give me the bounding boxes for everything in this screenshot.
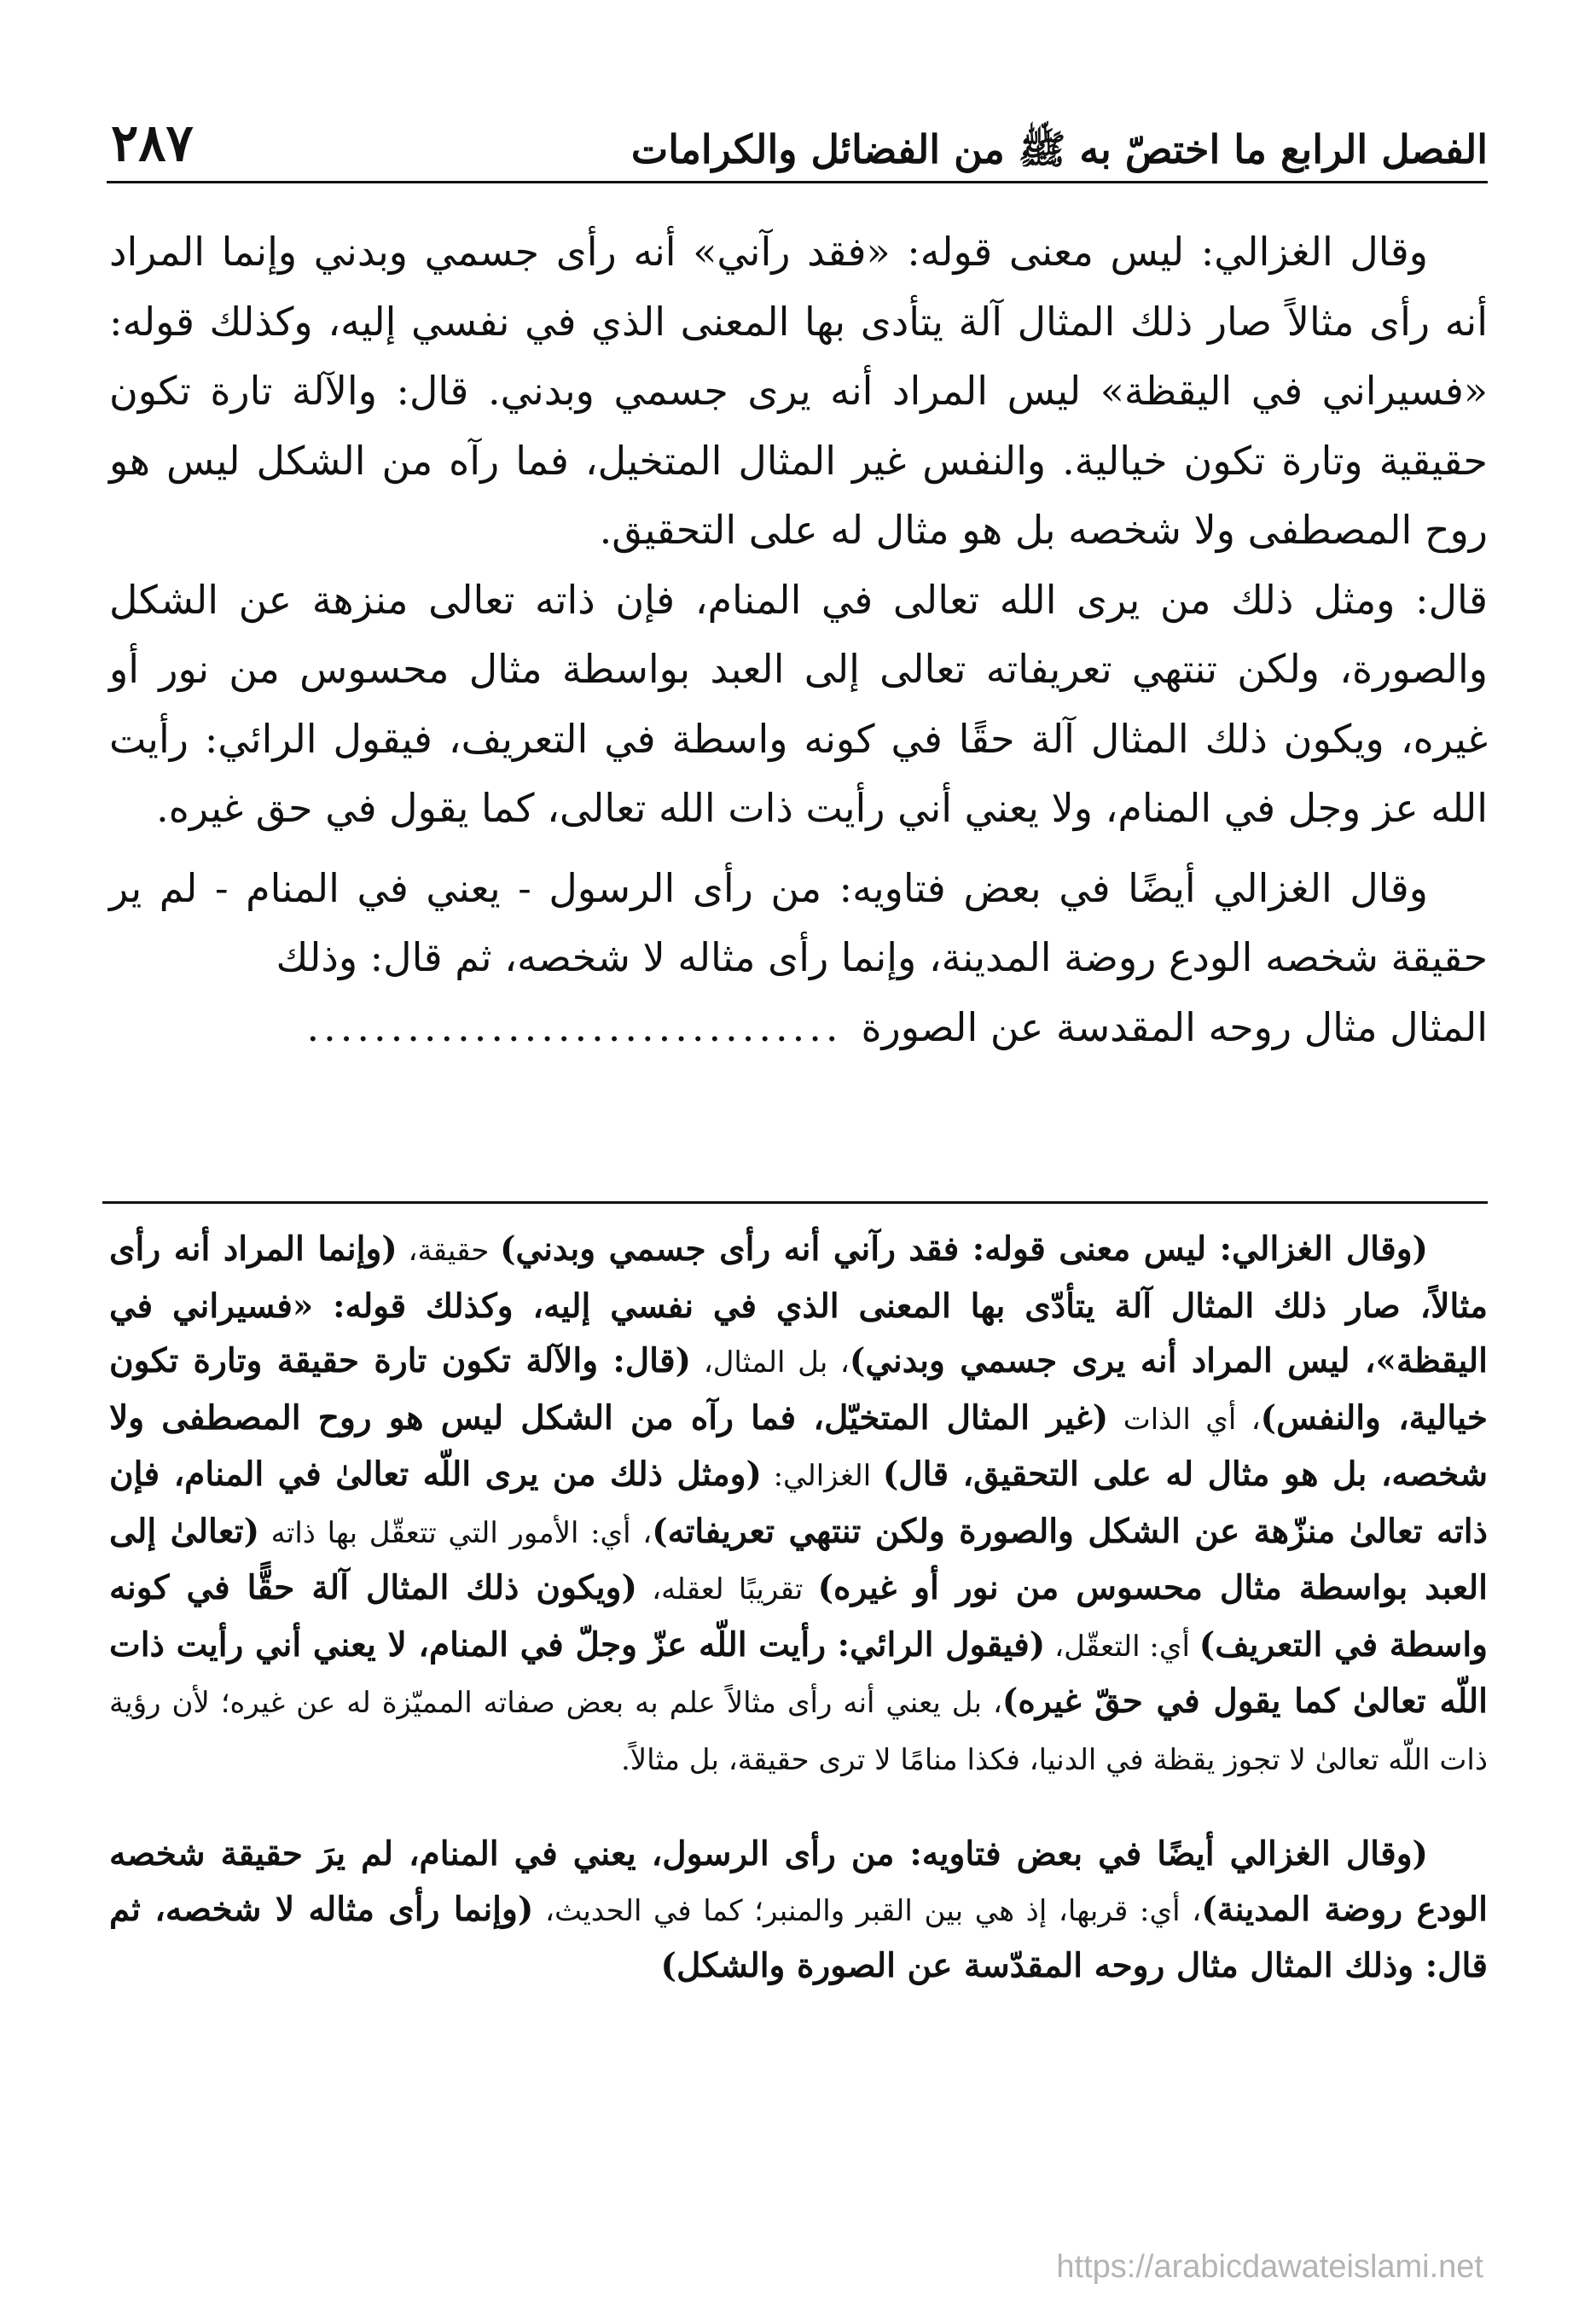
page-number: ٢٨٧ <box>111 113 194 173</box>
explanation-text: ، بل يعني أنه رأى مثالاً علم به بعض صفاته المميّزة له عن غيره؛ لأن رؤية ذات اللّه تعالىٰ لا تجوز يقظة في الدنيا، فكذا منامًا لا ترى حقيقة، بل مثالاً. <box>109 1686 1488 1777</box>
continuation-dots: ................................ <box>306 1003 843 1050</box>
commentary-paragraph <box>109 1827 1488 1994</box>
quoted-text: (غير المثال المتخيّل، فما رآه من الشكل ليس هو روح المصطفى ولا شخصه، بل هو مثال له على التحقيق، قال) <box>109 1397 1488 1494</box>
quoted-text: (وقال الغزالي: ليس معنى قوله: فقد رآني أنه رأى جسمي وبدني) <box>500 1229 1428 1269</box>
commentary-paragraph <box>109 1222 1488 1787</box>
quoted-text: (ومثل ذلك من يرى اللّه تعالىٰ في المنام، فإن ذاته تعالىٰ منزّهة عن الشكل والصورة ولكن تنتهي تعريفاته) <box>109 1455 1488 1551</box>
footnote-divider <box>102 1201 1488 1204</box>
quoted-text: (وإنما المراد أنه رأى مثالاً، صار ذلك المثال آلة يتأدّى بها المعنى الذي في نفسي إليه، وكذلك قوله: «فسيراني في اليقظة»، ليس المراد أنه يرى جسمي وبدني) <box>109 1229 1489 1380</box>
explanation-text: ، أي: الأمور التي تتعقّل بها ذاته <box>259 1515 653 1550</box>
main-paragraph: وقال الغزالي أيضًا في بعض فتاويه: من رأى الرسول - يعني في المنام - لم ير حقيقة شخصه الودع روضة المدينة، وإنما رأى مثاله لا شخصه، ثم قال: وذلك <box>109 864 1488 980</box>
commentary-text <box>109 1222 1488 1994</box>
explanation-text: تقريبًا لعقله، <box>636 1572 818 1606</box>
main-paragraph: وقال الغزالي: ليس معنى قوله: «فقد رآني» أنه رأى جسمي وبدني وإنما المراد أنه رأى مثالاً صار ذلك المثال آلة يتأدى بها المعنى الذي في نفسي إليه، وكذلك قوله: «فسيراني في اليقظة» ليس المراد أنه يرى جسمي وبدني. قال: والآلة تارة تكون حقيقية وتارة تكون خيالية. والنفس غير المثال المتخيل، فما رآه من الشكل ليس هو روح المصطفى ولا شخصه بل هو مثال له على التحقيق. <box>109 229 1488 553</box>
quoted-text: (فيقول الرائي: رأيت اللّه عزّ وجلّ في المنام، لا يعني أني رأيت ذات اللّه تعالىٰ كما يقول في حقّ غيره) <box>109 1624 1488 1721</box>
chapter-title: الفصل الرابع ما اختصّ به ﷺ من الفضائل والكرامات <box>630 126 1488 172</box>
quoted-text: (وإنما رأى مثاله لا شخصه، ثم قال: وذلك المثال مثال روحه المقدّسة عن الصورة والشكل) <box>109 1889 1488 1985</box>
quoted-text: (تعالىٰ إلى العبد بواسطة مثال محسوس من نور أو غيره) <box>109 1511 1488 1607</box>
quoted-text: (ويكون ذلك المثال آلة حقًّا في كونه واسطة في التعريف) <box>109 1568 1488 1665</box>
explanation-text: ، بل المثال، <box>691 1345 850 1380</box>
explanation-text: الغزالي: <box>761 1459 883 1493</box>
quoted-text: (قال: والآلة تكون تارة حقيقة وتارة تكون خيالية، والنفس) <box>109 1341 1488 1438</box>
explanation-text: أي: التعقّل، <box>1045 1629 1199 1664</box>
watermark-url: https://arabicdawateislami.net <box>1056 2249 1483 2285</box>
explanation-text: ، أي: قربها، إذ هي بين القبر والمنبر؛ كما في الحديث، <box>533 1893 1202 1928</box>
running-header <box>111 101 1488 173</box>
main-text <box>109 218 1488 1062</box>
header-rule <box>107 181 1488 183</box>
explanation-text: ، أي الذات <box>1108 1402 1261 1437</box>
main-last-line: المثال مثال روحه المقدسة عن الصورة <box>861 1003 1488 1050</box>
explanation-text: حقيقة، <box>397 1234 501 1268</box>
main-paragraph: قال: ومثل ذلك من يرى الله تعالى في المنام، فإن ذاته تعالى منزهة عن الشكل والصورة، ولكن تنتهي تعريفاته تعالى إلى العبد بواسطة مثال محسوس من نور أو غيره، ويكون ذلك المثال آلة حقًا في كونه واسطة في التعريف، فيقول الرائي: رأيت الله عز وجل في المنام، ولا يعني أني رأيت ذات الله تعالى، كما يقول في حق غيره. <box>109 576 1488 831</box>
continued-line <box>109 993 1488 1063</box>
quoted-text: (وقال الغزالي أيضًا في بعض فتاويه: من رأى الرسول، يعني في المنام، لم يرَ حقيقة شخصه الودع روضة المدينة) <box>109 1834 1488 1929</box>
